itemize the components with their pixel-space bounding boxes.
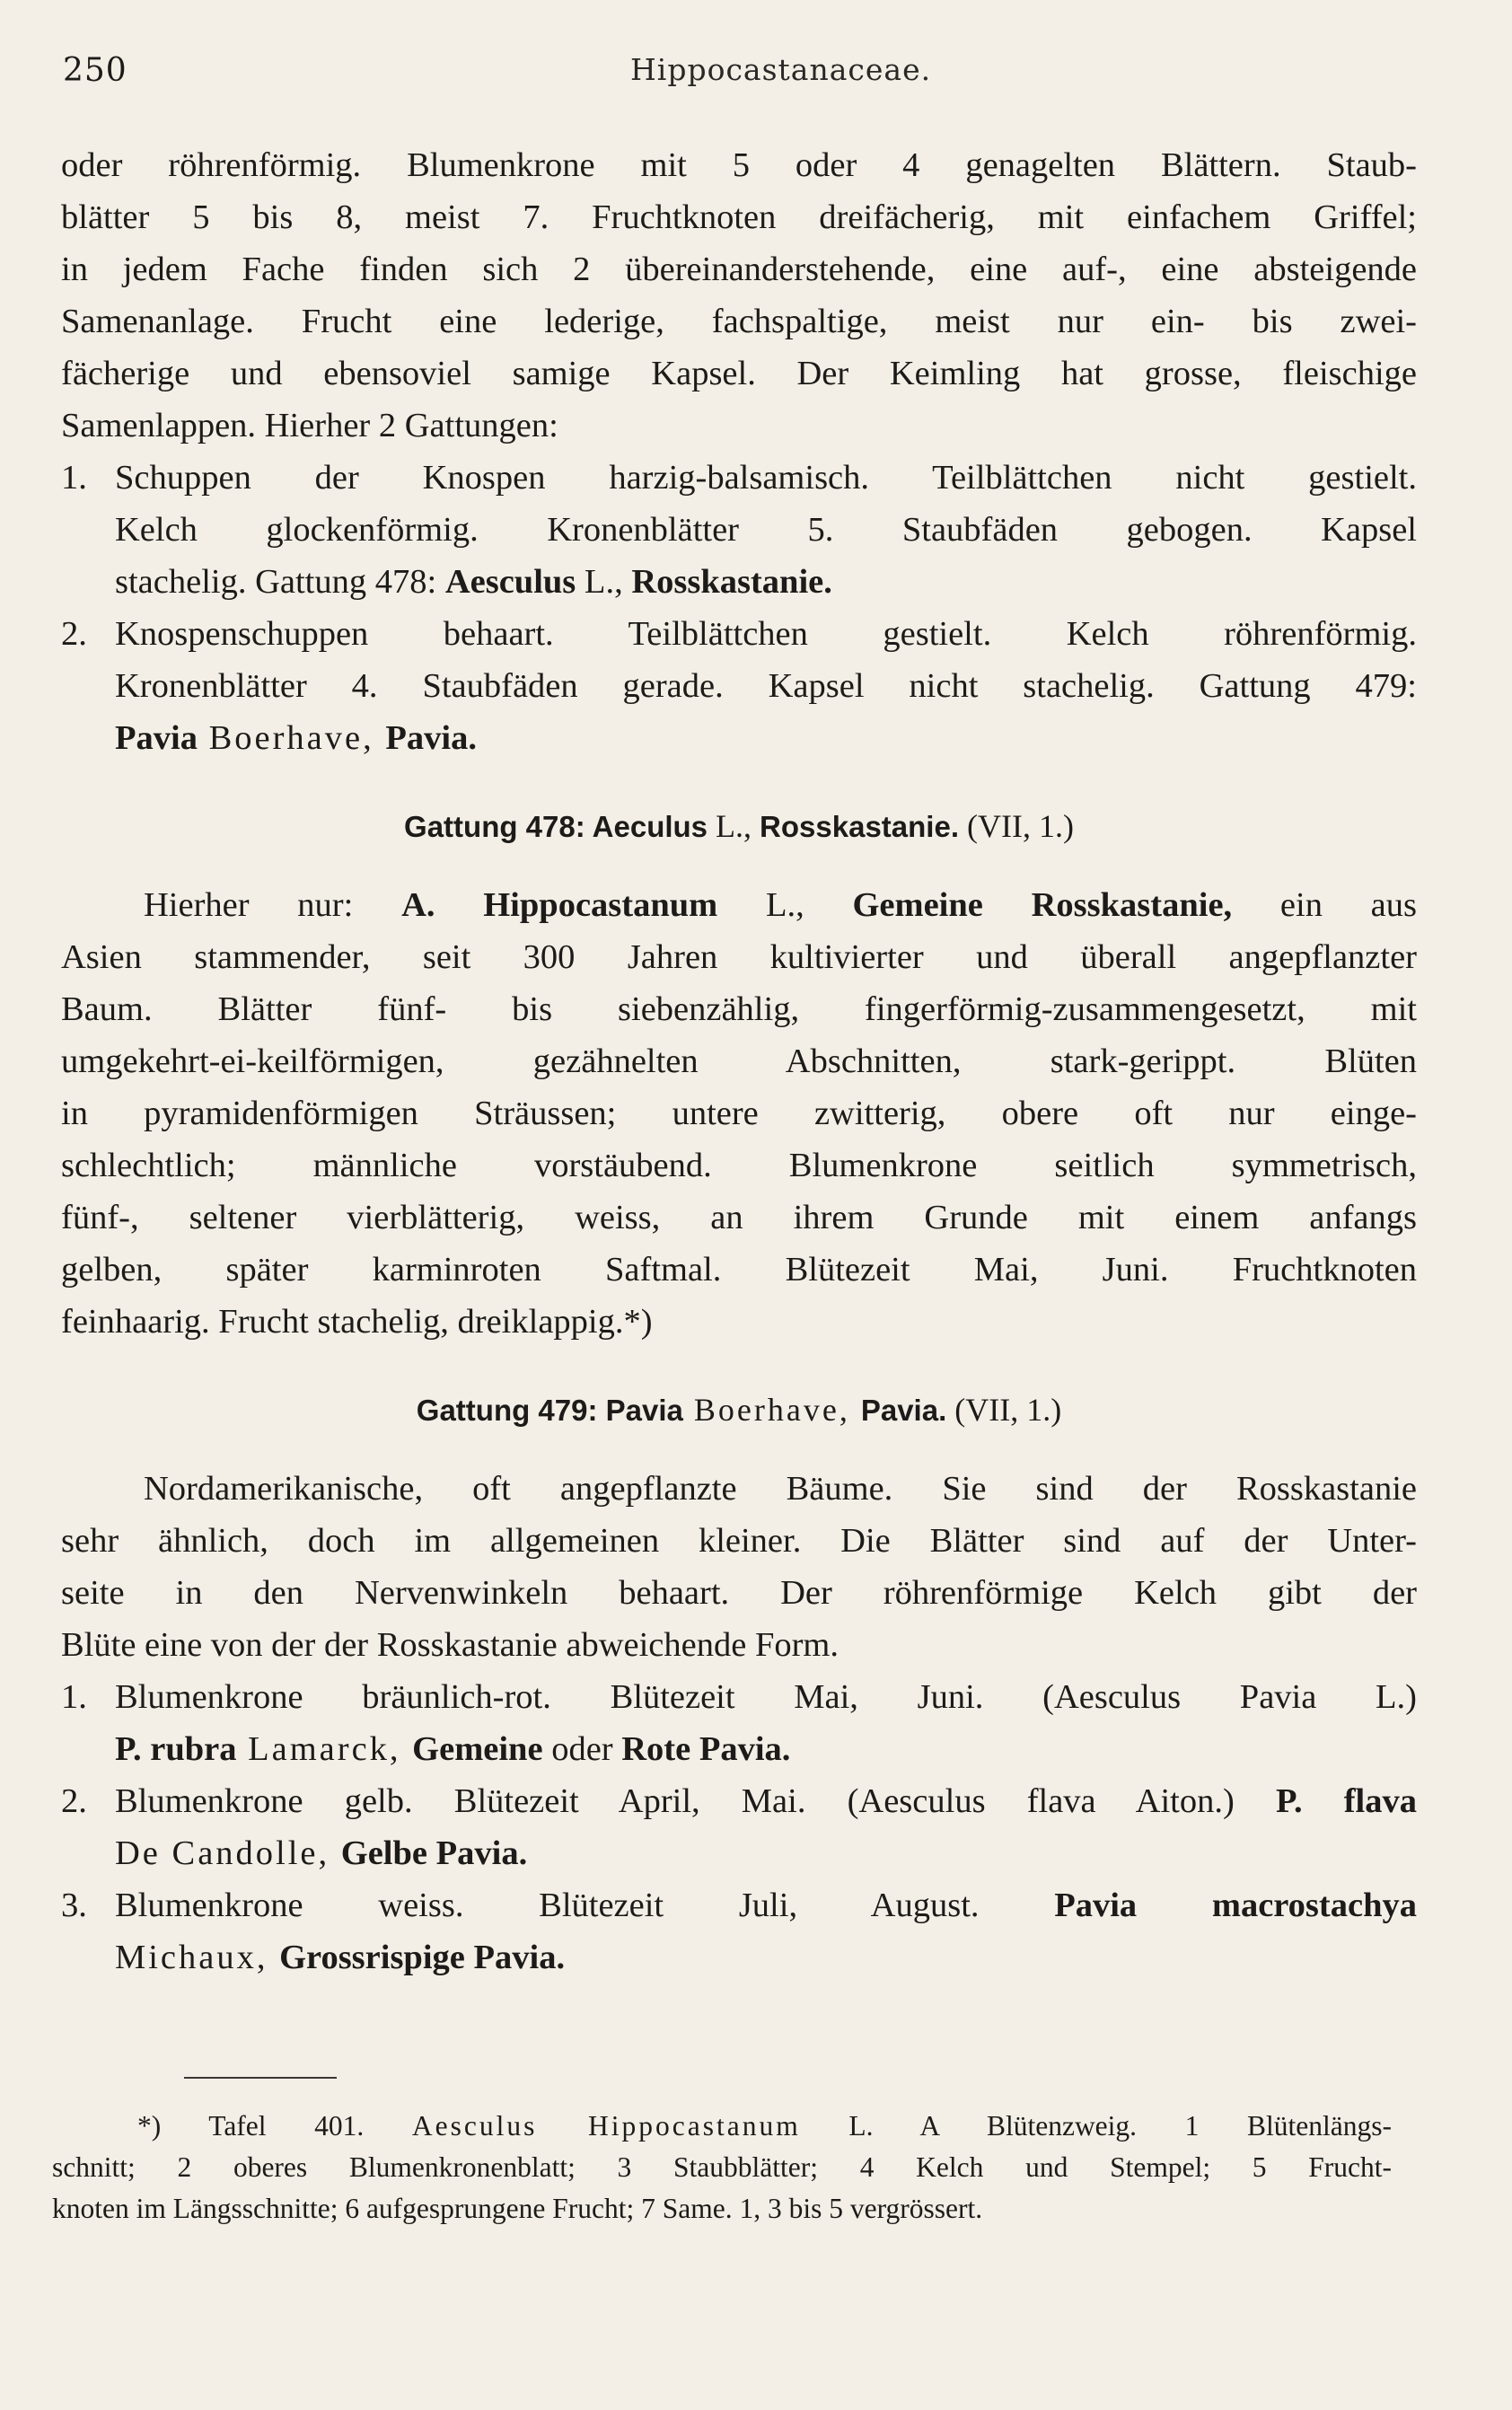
genus-name: Pavia — [115, 719, 198, 757]
item-number: 3. — [61, 1887, 87, 1924]
species-item-3: 3. Blumenkrone weiss. Blütezeit Juli, August. Pavia macrostachya — [61, 1879, 1417, 1931]
species-item-2: 2. Blumenkrone gelb. Blütezeit April, Mai. (Aesculus flava Aiton.) P. flava — [61, 1775, 1417, 1827]
text-line: umgekehrt-ei-keilförmigen, gezähnelten Abschnitten, stark-gerippt. Blüten — [61, 1042, 1417, 1080]
item-number: 1. — [61, 1678, 87, 1716]
text-line: feinhaarig. Frucht stachelig, dreiklappig.*) — [61, 1303, 653, 1341]
text-line: oder röhrenförmig. Blumenkrone mit 5 oder 4 genagelten Blättern. Staub- — [61, 146, 1417, 184]
species-name: A. Hippocastanum — [401, 886, 718, 924]
common-name: Pavia. — [385, 719, 477, 757]
footnote-line: schnitt; 2 oberes Blumenkronenblatt; 3 Staubblätter; 4 Kelch und Stempel; 5 Frucht- — [52, 2151, 1392, 2183]
text-line: fünf-, seltener vierblätterig, weiss, an ihrem Grunde mit einem anfangs — [61, 1199, 1417, 1236]
species-name: P. rubra — [115, 1730, 237, 1768]
text-line: Nordamerikanische, oft angepflanzte Bäume. Sie sind der Rosskastanie — [144, 1470, 1417, 1508]
text-line: Kronenblätter 4. Staubfäden gerade. Kapsel nicht stachelig. Gattung 479: — [115, 667, 1417, 705]
page-header — [63, 52, 1410, 97]
running-title: Hippocastanaceae. — [630, 52, 932, 87]
author-name: Boerhave, — [197, 719, 386, 757]
text-line: fächerige und ebensoviel samige Kapsel. Der Keimling hat grosse, fleischige — [61, 355, 1417, 392]
author-name: De Candolle, — [115, 1834, 341, 1872]
text-line: Baum. Blätter fünf- bis siebenzählig, fingerförmig-zusammengesetzt, mit — [61, 990, 1417, 1028]
text-line: Asien stammender, seit 300 Jahren kultivierter und überall angepflanzter — [61, 938, 1417, 976]
text-line: stachelig. Gattung 478: Aesculus L., Rosskastanie. — [115, 563, 832, 601]
page-number: 250 — [63, 52, 127, 89]
text-line — [61, 1931, 1417, 1983]
common-name: Gemeine — [412, 1730, 543, 1768]
text-line: Blüte eine von der der Rosskastanie abweichende Form. — [61, 1626, 840, 1664]
species-name: Pavia macrostachya — [1054, 1887, 1417, 1924]
key-item-2: 2. Knospenschuppen behaart. Teilblättchen gestielt. Kelch röhrenförmig. — [61, 608, 1417, 660]
item-number: 2. — [61, 615, 87, 653]
text-line: in pyramidenförmigen Sträussen; untere zwitterig, obere oft nur einge- — [61, 1095, 1417, 1132]
species-name: P. flava — [1275, 1782, 1417, 1820]
footnote-line: *) Tafel 401. Aesculus Hippocastanum L. A Blütenzweig. 1 Blütenlängs- — [137, 2110, 1393, 2142]
footnote — [52, 2106, 1392, 2230]
item-number: 1. — [61, 459, 87, 497]
body-text — [61, 139, 1417, 1983]
species-item-1: 1. Blumenkrone bräunlich-rot. Blütezeit Mai, Juni. (Aesculus Pavia L.) — [61, 1671, 1417, 1723]
footnote-line: knoten im Längsschnitte; 6 aufgesprungene Frucht; 7 Same. 1, 3 bis 5 vergrössert. — [52, 2193, 983, 2224]
text-line: schlechtlich; männliche vorstäubend. Blumenkrone seitlich symmetrisch, — [61, 1147, 1417, 1184]
author-name: Lamarck, — [236, 1730, 413, 1768]
text-line: Samenlappen. Hierher 2 Gattungen: — [61, 407, 558, 444]
text-line — [61, 1827, 1417, 1879]
key-item-1: 1. Schuppen der Knospen harzig-balsamisch. Teilblättchen nicht gestielt. — [61, 452, 1417, 504]
family-description — [61, 139, 1417, 452]
item-number: 2. — [61, 1782, 87, 1820]
common-name: Gelbe Pavia. — [340, 1834, 528, 1872]
footnote-divider — [184, 2077, 337, 2079]
common-name: Rote Pavia. — [621, 1730, 791, 1768]
section-heading: Gattung 479: Pavia Boerhave, Pavia. (VII, 1.) — [416, 1392, 1062, 1428]
text-line: blätter 5 bis 8, meist 7. Fruchtknoten dreifächerig, mit einfachem Griffel; — [61, 198, 1417, 236]
text-line: seite in den Nervenwinkeln behaart. Der röhrenförmige Kelch gibt der — [61, 1574, 1417, 1612]
text-line: Hierher nur: A. Hippocastanum L., Gemeine Rosskastanie, ein aus — [144, 886, 1417, 924]
genus-key — [61, 452, 1417, 764]
species-name: Aesculus Hippocastanum — [411, 2110, 801, 2142]
text-line: sehr ähnlich, doch im allgemeinen kleiner. Die Blätter sind auf der Unter- — [61, 1522, 1417, 1560]
text-line: Kelch glockenförmig. Kronenblätter 5. Staubfäden gebogen. Kapsel — [115, 511, 1417, 549]
genus-478-section — [61, 800, 1417, 1348]
genus-479-section — [61, 1384, 1417, 1671]
genus-name: Aesculus — [444, 563, 576, 601]
author-name: Michaux, — [115, 1939, 280, 1976]
text-line: in jedem Fache finden sich 2 übereinanderstehende, eine auf-, eine absteigende — [61, 251, 1417, 288]
common-name: Grossrispige Pavia. — [279, 1939, 566, 1976]
section-heading: Gattung 478: Aeculus L., Rosskastanie. (VII, 1.) — [404, 808, 1074, 844]
text-line: Samenanlage. Frucht eine lederige, fachspaltige, meist nur ein- bis zwei- — [61, 303, 1417, 340]
text-line: gelben, später karminroten Saftmal. Blütezeit Mai, Juni. Fruchtknoten — [61, 1251, 1417, 1289]
text-line — [61, 712, 1417, 764]
species-list — [61, 1671, 1417, 1983]
common-name: Rosskastanie. — [631, 563, 832, 601]
common-name: Gemeine Rosskastanie, — [852, 886, 1233, 924]
text-line: P. rubra Lamarck, Gemeine oder Rote Pavia. — [115, 1730, 791, 1768]
